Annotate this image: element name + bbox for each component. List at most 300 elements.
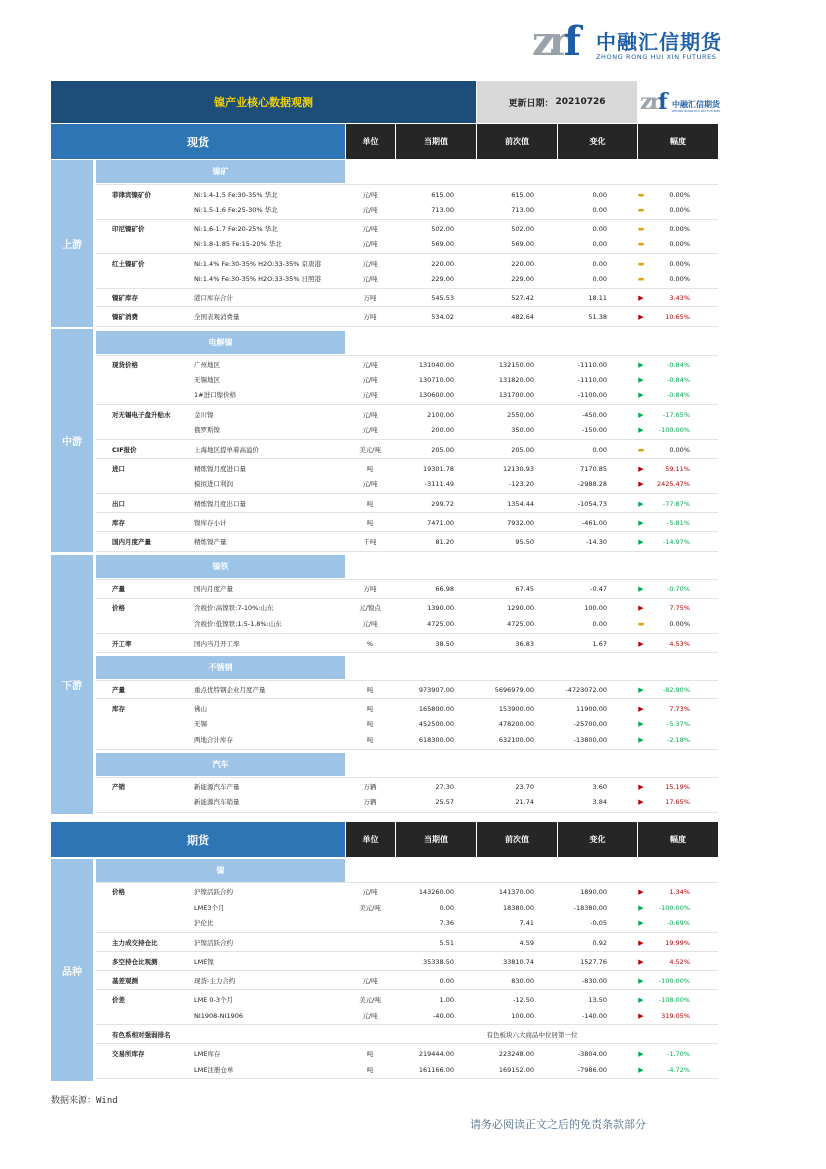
row-current: 131040.00	[418, 361, 454, 369]
row-unit: 元/吨	[362, 977, 378, 985]
row-category: 主力成交持仓比	[112, 939, 158, 947]
row-current: 35338.50	[422, 958, 454, 966]
row-change: 13.50	[588, 996, 607, 1004]
row-change: -150.00	[581, 426, 607, 434]
down-arrow-icon: ▶	[638, 500, 644, 508]
row-previous: -12.50	[513, 996, 534, 1004]
row-change: 51.38	[588, 313, 607, 321]
table-row	[96, 683, 718, 698]
row-change: -25700.00	[573, 720, 607, 728]
row-current: 569.00	[431, 240, 454, 248]
row-current: 220.00	[431, 260, 454, 268]
row-current: 161166.00	[418, 1066, 454, 1074]
row-category: 价差	[112, 996, 125, 1004]
row-divider	[96, 777, 718, 778]
down-arrow-icon: ▶	[638, 1050, 644, 1058]
disclaimer-note: 请务必阅读正文之后的免责条款部分	[470, 1118, 646, 1131]
row-category: CIF报价	[112, 446, 137, 454]
row-item: LME 0-3个月	[194, 996, 234, 1004]
flat-bar-icon: ▬	[637, 260, 645, 268]
up-arrow-icon: ▶	[638, 1012, 644, 1020]
row-item: 无锡	[194, 720, 207, 728]
row-current: 7471.00	[427, 519, 454, 527]
down-arrow-icon: ▶	[638, 904, 644, 912]
row-change: 1527.76	[580, 958, 607, 966]
row-previous: 4725.00	[507, 620, 534, 628]
row-category: 价格	[112, 888, 125, 896]
row-percent: -14.97%	[662, 538, 690, 546]
row-divider	[96, 1043, 718, 1044]
row-divider	[96, 184, 718, 185]
row-category: 印尼镍矿价	[112, 225, 145, 233]
row-percent: -0.69%	[667, 919, 690, 927]
row-previous: 2550.00	[507, 411, 534, 419]
table-row	[96, 582, 718, 597]
row-item: 精炼镍产量	[194, 538, 227, 546]
flat-bar-icon: ▬	[637, 620, 645, 628]
spot-header-bar	[51, 124, 718, 159]
row-unit: 元/吨	[362, 206, 378, 214]
down-arrow-icon: ▶	[638, 686, 644, 694]
row-change: 0.00	[592, 206, 607, 214]
row-current: 81.20	[435, 538, 454, 546]
row-item: 模拟进口利润	[194, 480, 233, 488]
row-change: 11900.00	[575, 705, 607, 713]
down-arrow-icon: ▶	[638, 996, 644, 1004]
row-current: 25.57	[435, 798, 454, 806]
down-arrow-icon: ▶	[638, 1066, 644, 1074]
update-date: 更新日期： 20210726	[477, 81, 637, 123]
row-change: -1054.73	[577, 500, 607, 508]
col-previous: 前次值	[477, 124, 557, 159]
row-unit: 元/吨	[362, 480, 378, 488]
row-divider	[96, 531, 718, 532]
row-previous: 220.00	[511, 260, 534, 268]
row-previous: 7.41	[519, 919, 534, 927]
row-category: 多空持仓比观测	[112, 958, 158, 966]
row-current: 130600.00	[418, 391, 454, 399]
row-previous: 350.00	[511, 426, 534, 434]
header-logo-mark: zrf	[640, 89, 665, 115]
row-divider	[96, 493, 718, 494]
row-unit: 吨	[366, 736, 374, 744]
col-change: 变化	[558, 124, 637, 159]
row-divider	[96, 598, 718, 599]
row-change: 3.60	[592, 783, 607, 791]
row-change: -2988.28	[577, 480, 607, 488]
up-arrow-icon: ▶	[638, 480, 644, 488]
row-percent: 7.73%	[669, 705, 690, 713]
report-title: 镍产业核心数据观测	[51, 81, 476, 123]
row-previous: 23.70	[515, 783, 534, 791]
row-current: 205.00	[431, 446, 454, 454]
row-percent: -17.65%	[662, 411, 690, 419]
down-arrow-icon: ▶	[638, 361, 644, 369]
row-unit: 万吨	[363, 294, 377, 302]
row-change: 1890.00	[580, 888, 607, 896]
row-unit: 元/吨	[362, 191, 378, 199]
table-row	[96, 601, 718, 616]
row-divider	[96, 882, 718, 883]
row-item: 含税价:高镍铁:7-10%:山东	[194, 604, 274, 612]
row-divider	[96, 355, 718, 356]
row-percent: 15.19%	[665, 783, 690, 791]
row-unit: 美元/吨	[359, 446, 381, 454]
company-logo	[532, 18, 722, 65]
row-previous: 67.45	[515, 585, 534, 593]
table-row	[96, 535, 718, 550]
table-row	[96, 310, 718, 325]
row-previous: 1290.00	[507, 604, 534, 612]
futures-title: 期货	[51, 822, 345, 857]
row-item: Ni:1.6-1.7 Fe:20-25% 华北	[194, 225, 278, 233]
row-percent: 10.65%	[665, 313, 690, 321]
row-divider	[96, 1024, 718, 1025]
row-percent: 0.00%	[669, 206, 690, 214]
row-percent: 59.11%	[665, 465, 690, 473]
row-change: 0.00	[592, 240, 607, 248]
row-current: 615.00	[431, 191, 454, 199]
row-category: 出口	[112, 500, 125, 508]
row-category: 库存	[112, 705, 125, 713]
table-row	[96, 993, 718, 1008]
row-category: 现货价格	[112, 361, 138, 369]
row-change: 1.67	[592, 640, 607, 648]
row-change: -18380.00	[573, 904, 607, 912]
row-previous: -123.20	[508, 480, 534, 488]
section-downstream: 下游	[51, 555, 93, 814]
table-row	[96, 702, 718, 717]
row-percent: 2425.47%	[656, 480, 690, 488]
row-unit: 万吨	[363, 313, 377, 321]
row-current: 66.98	[435, 585, 454, 593]
row-previous: 223248.00	[498, 1050, 534, 1058]
row-percent: 3.43%	[669, 294, 690, 302]
row-previous: 7932.00	[507, 519, 534, 527]
row-percent: -5.37%	[667, 720, 690, 728]
row-unit: 吨	[366, 1050, 374, 1058]
row-percent: -0.84%	[667, 376, 690, 384]
row-unit: 万辆	[363, 783, 377, 791]
row-unit: 元/吨	[362, 391, 378, 399]
row-item: Ni:1.4% Fe:30-35% H2O:33-35% 日照港	[194, 275, 321, 283]
up-arrow-icon: ▶	[638, 294, 644, 302]
logo-cn-name: 中融汇信期货	[596, 30, 722, 54]
flat-bar-icon: ▬	[637, 240, 645, 248]
row-change: 0.00	[592, 275, 607, 283]
row-item: 佛山	[194, 705, 207, 713]
col-current-2: 当期值	[396, 822, 476, 857]
row-current: 19301.78	[422, 465, 454, 473]
row-percent: -1.70%	[667, 1050, 690, 1058]
row-previous: 615.00	[511, 191, 534, 199]
down-arrow-icon: ▶	[638, 538, 644, 546]
row-divider	[96, 989, 718, 990]
up-arrow-icon: ▶	[638, 888, 644, 896]
futures-header-bar	[51, 822, 718, 857]
row-change: 0.00	[592, 446, 607, 454]
row-change: -461.00	[581, 519, 607, 527]
row-current: 4725.00	[427, 620, 454, 628]
row-current: 534.02	[431, 313, 454, 321]
row-unit: 美元/吨	[359, 904, 381, 912]
report-header	[51, 81, 721, 123]
row-current: 2100.00	[427, 411, 454, 419]
row-unit: 元/吨	[362, 888, 378, 896]
row-unit	[346, 955, 394, 970]
row-item: 重点优特钢企业月度产量	[194, 686, 266, 694]
row-percent: 0.00%	[669, 620, 690, 628]
table-row	[96, 388, 718, 403]
table-row	[96, 516, 718, 531]
row-divider	[96, 932, 718, 933]
spot-title: 现货	[51, 124, 345, 159]
row-item: 沪镍活跃合约	[194, 939, 233, 947]
row-percent: 4.53%	[669, 640, 690, 648]
row-category: 国内月度产量	[112, 538, 151, 546]
row-current: 1.00	[439, 996, 454, 1004]
col-pct-2: 幅度	[638, 822, 718, 857]
row-item: 1#进口镍价格	[194, 391, 237, 399]
subsection-nickel-iron: 镍铁	[96, 555, 345, 578]
row-divider	[96, 288, 718, 289]
row-percent: 7.75%	[669, 604, 690, 612]
row-category: 有色系相对强弱排名	[112, 1031, 171, 1039]
table-row	[96, 955, 718, 970]
down-arrow-icon: ▶	[638, 720, 644, 728]
down-arrow-icon: ▶	[638, 585, 644, 593]
row-percent: -77.87%	[662, 500, 690, 508]
down-arrow-icon: ▶	[638, 977, 644, 985]
header-logo-cn: 中融汇信期货	[672, 100, 720, 109]
row-unit: 元/吨	[362, 361, 378, 369]
row-category: 红土镍矿价	[112, 260, 145, 268]
row-previous: 100.00	[511, 1012, 534, 1020]
row-item: 含税价:低镍铁:1.5-1.8%:山东	[194, 620, 282, 628]
row-percent: 19.99%	[665, 939, 690, 947]
table-row	[96, 291, 718, 306]
row-previous: 482.64	[511, 313, 534, 321]
table-row	[96, 617, 718, 632]
row-item: 上海地区提单着高溢价	[194, 446, 259, 454]
row-previous: 33810.74	[502, 958, 534, 966]
logo-en-name: ZHONG RONG HUI XIN FUTURES	[596, 53, 717, 61]
row-unit: %	[366, 640, 374, 648]
row-divider	[96, 1078, 718, 1079]
row-previous: 5696979.00	[494, 686, 534, 694]
row-previous: 527.42	[511, 294, 534, 302]
row-item: 沪镍活跃合约	[194, 888, 233, 896]
table-row	[96, 257, 718, 272]
row-unit: 万吨	[363, 585, 377, 593]
up-arrow-icon: ▶	[638, 705, 644, 713]
col-unit-2: 单位	[346, 822, 395, 857]
table-row	[96, 916, 718, 931]
row-divider	[96, 749, 718, 750]
row-change: -0.47	[590, 585, 607, 593]
table-row	[96, 1009, 718, 1024]
section-upstream: 上游	[51, 160, 93, 327]
row-previous: 141370.00	[498, 888, 534, 896]
table-row	[96, 733, 718, 748]
row-percent: -108.00%	[658, 996, 690, 1004]
row-current: 143260.00	[418, 888, 454, 896]
row-item: 港口库存合计	[194, 294, 233, 302]
row-previous: 205.00	[511, 446, 534, 454]
row-item: 精炼镍月度出口量	[194, 500, 246, 508]
down-arrow-icon: ▶	[638, 736, 644, 744]
row-category: 产量	[112, 585, 125, 593]
row-change: 0.00	[592, 191, 607, 199]
row-unit: 吨	[366, 705, 374, 713]
up-arrow-icon: ▶	[638, 958, 644, 966]
row-current: -3111.49	[424, 480, 454, 488]
row-unit	[346, 916, 394, 931]
row-previous: 18380.00	[502, 904, 534, 912]
down-arrow-icon: ▶	[638, 391, 644, 399]
row-previous: 830.00	[511, 977, 534, 985]
row-item: 金川镍	[194, 411, 214, 419]
row-item: 镍库存小计	[194, 519, 227, 527]
row-change: 0.00	[592, 620, 607, 628]
table-row	[96, 885, 718, 900]
row-change: -830.00	[581, 977, 607, 985]
row-item: LME库存	[194, 1050, 221, 1058]
row-item: Ni:1.4-1.5 Fe:30-35% 华北	[194, 191, 278, 199]
row-item: Ni:1.5-1.6 Fe:25-30% 华北	[194, 206, 278, 214]
row-unit: 元/镍点	[359, 604, 381, 612]
row-unit: 元/吨	[362, 260, 378, 268]
data-source: 数据来源：Wind	[51, 1096, 118, 1106]
row-percent: 4.52%	[669, 958, 690, 966]
logo-mark: zrf	[532, 18, 576, 65]
row-change: -1110.00	[577, 376, 607, 384]
row-current: 5.51	[439, 939, 454, 947]
row-item: LME3个月	[194, 904, 225, 912]
row-current: 299.72	[431, 500, 454, 508]
row-percent: 319.05%	[661, 1012, 690, 1020]
table-row	[96, 188, 718, 203]
row-unit: 吨	[366, 465, 374, 473]
row-category: 开工率	[112, 640, 132, 648]
row-current: 38.50	[435, 640, 454, 648]
row-item: LME镍	[194, 958, 214, 966]
row-previous: 1354.44	[507, 500, 534, 508]
row-previous: 131700.00	[498, 391, 534, 399]
row-divider	[96, 579, 718, 580]
row-unit: 元/吨	[362, 240, 378, 248]
row-previous: 95.50	[515, 538, 534, 546]
row-percent: 0.00%	[669, 446, 690, 454]
row-change: 0.00	[592, 225, 607, 233]
row-change: -450.00	[581, 411, 607, 419]
table-row	[96, 358, 718, 373]
table-row	[96, 222, 718, 237]
table-row	[96, 373, 718, 388]
subsection-electrolytic: 电解镍	[96, 331, 345, 354]
flat-bar-icon: ▬	[637, 446, 645, 454]
row-previous: 36.83	[515, 640, 534, 648]
table-row	[96, 936, 718, 951]
row-percent: -0.70%	[667, 585, 690, 593]
row-change: 0.92	[592, 939, 607, 947]
row-percent: -100.00%	[658, 904, 690, 912]
row-item: 新能源汽车产量	[194, 783, 240, 791]
row-previous: 21.74	[515, 798, 534, 806]
row-current: 130710.00	[418, 376, 454, 384]
table-row	[96, 780, 718, 795]
row-previous: 502.00	[511, 225, 534, 233]
row-unit: 吨	[366, 500, 374, 508]
row-current: 200.00	[431, 426, 454, 434]
row-current: 618300.00	[418, 736, 454, 744]
row-current: 713.00	[431, 206, 454, 214]
row-change: 18.11	[588, 294, 607, 302]
table-row	[96, 637, 718, 652]
table-row	[96, 974, 718, 989]
row-divider	[96, 633, 718, 634]
row-previous: 713.00	[511, 206, 534, 214]
row-percent: 0.00%	[669, 225, 690, 233]
row-change: -140.00	[581, 1012, 607, 1020]
row-current: 27.30	[435, 783, 454, 791]
table-row	[96, 497, 718, 512]
row-divider	[96, 680, 718, 681]
row-previous: 632100.00	[498, 736, 534, 744]
row-unit: 吨	[366, 720, 374, 728]
row-percent: -5.81%	[667, 519, 690, 527]
row-item: 广州地区	[194, 361, 220, 369]
row-change: 7170.85	[580, 465, 607, 473]
up-arrow-icon: ▶	[638, 465, 644, 473]
row-current: 165800.00	[418, 705, 454, 713]
up-arrow-icon: ▶	[638, 640, 644, 648]
row-change: -1100.00	[577, 391, 607, 399]
row-current: 973907.00	[418, 686, 454, 694]
row-category: 菲律宾镍矿价	[112, 191, 151, 199]
row-unit	[346, 936, 394, 951]
row-change: -0.05	[590, 919, 607, 927]
row-category: 产量	[112, 686, 125, 694]
row-percent: -2.18%	[667, 736, 690, 744]
table-row	[96, 408, 718, 423]
flat-bar-icon: ▬	[637, 191, 645, 199]
row-unit: 吨	[366, 686, 374, 694]
row-divider	[96, 439, 718, 440]
row-unit: 元/吨	[362, 225, 378, 233]
subsection-ore: 镍矿	[96, 160, 345, 183]
table-row	[96, 423, 718, 438]
table-row	[96, 443, 718, 458]
row-previous: 169152.00	[498, 1066, 534, 1074]
row-unit: 美元/吨	[359, 996, 381, 1004]
flat-bar-icon: ▬	[637, 225, 645, 233]
col-unit: 单位	[346, 124, 395, 159]
row-current: 229.00	[431, 275, 454, 283]
row-category: 交易所库存	[112, 1050, 145, 1058]
row-category: 产销	[112, 783, 125, 791]
col-previous-2: 前次值	[477, 822, 557, 857]
up-arrow-icon: ▶	[638, 604, 644, 612]
row-unit: 元/吨	[362, 376, 378, 384]
row-divider	[96, 551, 718, 552]
row-percent: -82.90%	[662, 686, 690, 694]
row-category: 价格	[112, 604, 125, 612]
row-current: -40.00	[433, 1012, 454, 1020]
table-row	[96, 1047, 718, 1062]
row-current: 452500.00	[418, 720, 454, 728]
col-pct: 幅度	[638, 124, 718, 159]
